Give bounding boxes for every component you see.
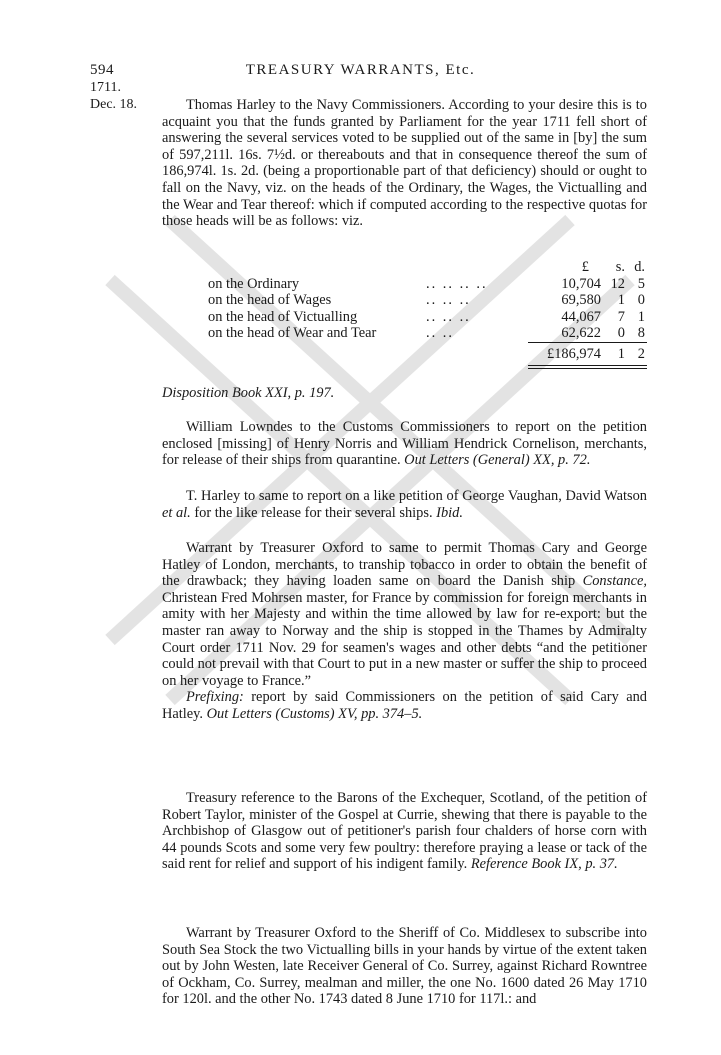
table-row: [208, 292, 647, 309]
table-total-row: [208, 346, 647, 363]
entry-text-a: Warrant by Treasurer Oxford to same to permit Thomas Cary and George Hatley of London, merchants, to tranship tobacco in order to obtain the benefit of the drawback; they having loaden same on board the Danish ship: [162, 540, 647, 590]
total-shillings: 1: [617, 346, 625, 362]
entry1-reference: [162, 385, 647, 402]
row-shillings: 12: [610, 275, 625, 292]
table-row: [208, 276, 647, 293]
pence-header: d.: [634, 259, 645, 275]
sum-rule-bottom-2: [528, 368, 647, 369]
entry-text-tail: for the like release for their several ships.: [194, 504, 433, 521]
row-pence: 1: [637, 308, 645, 325]
deficiency-table: [208, 259, 647, 342]
row-pounds: 10,704: [561, 275, 601, 292]
row-shillings: 1: [617, 292, 625, 309]
row-pence: 8: [637, 325, 645, 342]
entry-harley-vaughan: [162, 488, 647, 521]
row-label: on the Ordinary: [208, 275, 300, 292]
et-al: et al.: [162, 504, 191, 521]
ship-name: Constance,: [582, 573, 647, 590]
margin-date: Dec. 18.: [90, 97, 138, 112]
prefixing-text: report by said Commissioners on the petition of said Cary and Hatley.: [162, 689, 647, 722]
row-pence: 0: [637, 292, 645, 309]
reference-book-ref: Reference Book IX, p. 37.: [470, 856, 618, 873]
row-leader-dots: .. ..: [426, 325, 454, 342]
row-leader-dots: .. .. ..: [426, 308, 471, 325]
row-shillings: 7: [617, 308, 625, 325]
margin-year: 1711.: [90, 80, 121, 95]
row-shillings: 0: [617, 325, 625, 342]
disposition-book-ref: Disposition Book XXI, p. 197.: [162, 385, 335, 401]
row-pounds: 62,622: [561, 325, 601, 342]
row-label: on the head of Wear and Tear: [208, 325, 377, 342]
row-label: on the head of Victualling: [208, 308, 358, 325]
row-leader-dots: .. .. .. ..: [426, 275, 488, 292]
table-row: [208, 309, 647, 326]
running-title: TREASURY WARRANTS, Etc.: [245, 62, 476, 78]
total-row-wrap: [208, 346, 647, 363]
shillings-header: s.: [615, 259, 625, 275]
entry-text: Thomas Harley to the Navy Commissioners. According to your desire this is to acquaint you that the funds granted by Parliament for the year 1711 fell short of answering the several services voted to be supplied out of the same in [by] the sum of 597,211l. 16s. 7½d. or thereabouts and that in consequence thereof the sum of 186,974l. 1s. 2d. (being a proportionable part of that deficiency) should or ought to fall on the Navy, viz. on the heads of the Ordinary, the Wages, the Victualling and the Wear and Tear thereof: which if computed according to the respective quotas for those heads will be as follows: viz.: [162, 97, 647, 230]
table-header-row: [208, 259, 647, 276]
out-letters-general-ref: Out Letters (General) XX, p. 72.: [404, 452, 591, 469]
prefixing-label: Prefixing:: [186, 689, 244, 706]
out-letters-customs-ref: Out Letters (Customs) XV, pp. 374–5.: [206, 705, 423, 722]
sum-rule-bottom-1: [528, 365, 647, 366]
row-pounds: 69,580: [561, 292, 601, 309]
entry-text: Warrant by Treasurer Oxford to the Sheriff of Co. Middlesex to subscribe into South Sea Stock the two Victualling bills in your hands by virtue of the extent taken out by John Westen, late Receiver General of Co. Surrey, against Richard Rowntree of Ockham, Co. Surrey, mealman and miller, the one No. 1600 dated 26 May 1710 for 120l. and the other No. 1743 dated 8 June 1710 for 117l.: and: [162, 925, 647, 1008]
entry-text: T. Harley to same to report on a like petition of George Vaughan, David Watson: [186, 488, 647, 504]
entry-text-b: Christean Fred Mohrsen master, for France by commission for foreign merchants in amity with her Majesty and within the time allowed by law for re-export: but the master ran away to Norway and the ship is stopped in the Thames by Admiralty Court order 1711 Nov. 29 for seamen's wages and other debts “and the petitioner could not prevail with that Court to put in a new master or suffer the ship to proceed on her voyage to France.”: [162, 589, 647, 689]
row-leader-dots: .. .. ..: [426, 292, 471, 309]
total-pounds: £186,974: [547, 346, 601, 362]
entry-text: Treasury reference to the Barons of the Exchequer, Scotland, of the petition of Robert Taylor, minister of the Gospel at Currie, shewing that there is payable to the Archbishop of Glasgow out of petitioner's parish four chalders of horse corn with 44 pounds Scots and some very few poultry: therefore praying a lease or tack of the said rent for relief and support of his indigent family.: [162, 790, 647, 873]
ibid-ref: Ibid.: [436, 504, 463, 521]
row-label: on the head of Wages: [208, 292, 332, 309]
entry-robert-taylor: [162, 790, 647, 873]
entry-navy-commissioners: [162, 97, 647, 230]
entry-sheriff-middlesex: [162, 925, 647, 1008]
row-pence: 5: [637, 275, 645, 292]
pounds-header: £: [581, 259, 589, 275]
sum-rule-top: [528, 342, 647, 343]
row-pounds: 44,067: [561, 308, 601, 325]
entry-text: William Lowndes to the Customs Commissioners to report on the petition enclosed [missing] of Henry Norris and William Hendrick Cornelison, merchants, for release of their ships from quarantine.: [162, 419, 647, 469]
table-row: [208, 325, 647, 342]
page-number: 594: [90, 62, 114, 78]
total-pence: 2: [637, 346, 645, 362]
entry-lowndes-customs: [162, 419, 647, 469]
entry-cary-hatley: [162, 540, 647, 723]
